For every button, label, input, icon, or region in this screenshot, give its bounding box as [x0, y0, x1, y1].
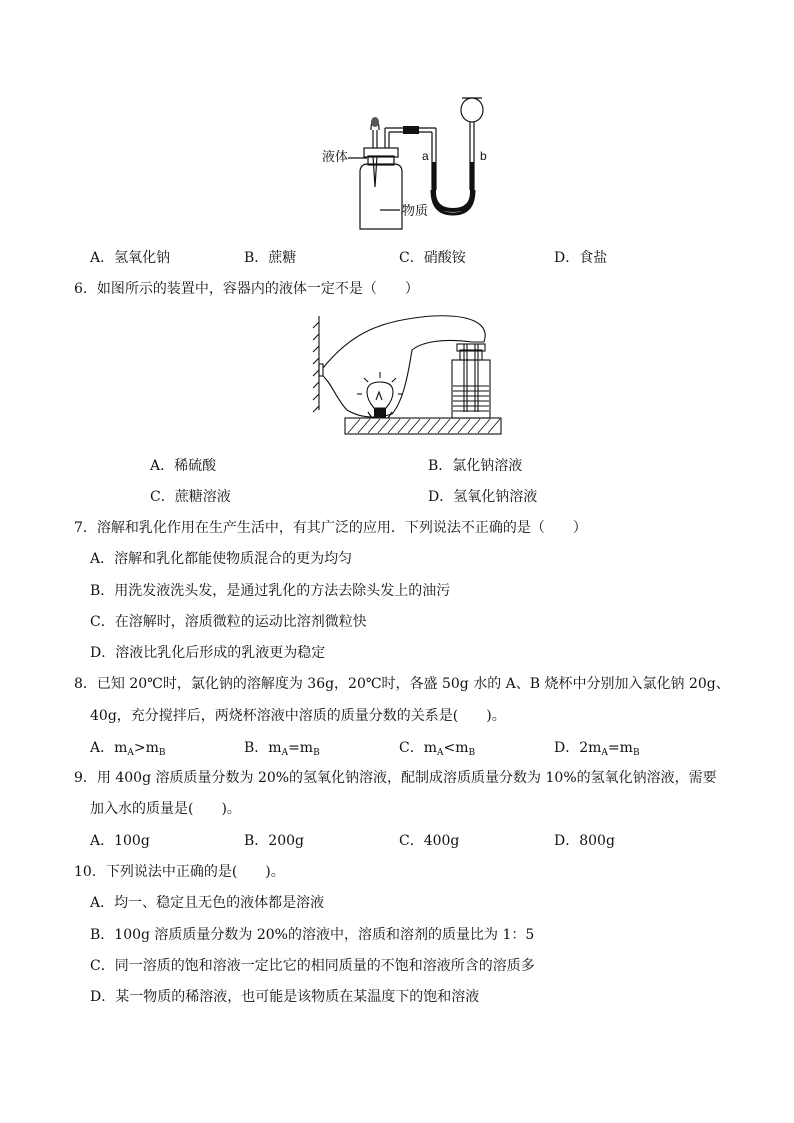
q8-stem-line1: 8．已知 20℃时，氯化钠的溶解度为 36g，20℃时，各盛 50g 水的 A、B 烧杯中分别加入氯化钠 20g、 [74, 676, 730, 692]
label-b: b [480, 149, 487, 163]
label-substance: 物质 [402, 203, 429, 218]
q6-option-c: C．蔗糖溶液 [150, 489, 231, 505]
q10-option-a: A．均一、稳定且无色的液体都是溶液 [90, 895, 325, 911]
q8-option-a: A．$m_A>m_B$ [90, 740, 166, 758]
q7-stem: 7．溶解和乳化作用在生产生活中，有其广泛的应用．下列说法不正确的是（ ） [74, 520, 587, 536]
q9-option-c: C．400g [399, 833, 460, 849]
q7-option-c: C．在溶解时，溶质微粒的运动比溶剂微粒快 [90, 614, 367, 630]
q9-option-a: A．100g [90, 833, 150, 849]
q9-option-b: B．200g [244, 833, 304, 849]
q7-option-a: A．溶解和乳化都能使物质混合的更为均匀 [90, 551, 353, 567]
q5-option-d: D．食盐 [554, 250, 608, 266]
q8-option-c: C．$m_A<m_B$ [399, 740, 476, 758]
q5-option-a: A．氢氧化钠 [90, 250, 171, 266]
q5-option-b: B．蔗糖 [244, 250, 297, 266]
q7-option-b: B．用洗发液洗头发，是通过乳化的方法去除头发上的油污 [90, 583, 451, 599]
q9-stem-line1: 9．用 400g 溶质质量分数为 20%的氢氧化钠溶液，配制成溶质质量分数为 10%的氢氧化钠溶液，需要 [74, 770, 717, 786]
balloon-lamp-apparatus-figure [312, 312, 504, 438]
q6-option-a: A．稀硫酸 [150, 458, 217, 474]
q7-option-d: D．溶液比乳化后形成的乳液更为稳定 [90, 645, 326, 661]
q5-option-c: C．硝酸铵 [399, 250, 466, 266]
q6-stem: 6．如图所示的装置中，容器内的液体一定不是（ ） [74, 281, 419, 297]
q10-option-b: B．100g 溶质质量分数为 20%的溶液中，溶质和溶剂的质量比为 1：5 [90, 927, 535, 943]
label-liquid: 液体 [322, 149, 349, 164]
q6-option-b: B．氯化钠溶液 [428, 458, 523, 474]
q8-option-b: B．$m_A=m_B$ [244, 740, 320, 758]
q10-option-d: D．某一物质的稀溶液，也可能是该物质在某温度下的饱和溶液 [90, 989, 480, 1005]
q10-stem: 10．下列说法中正确的是( )。 [74, 864, 285, 880]
q8-stem-line2: 40g，充分搅拌后，两烧杯溶液中溶质的质量分数的关系是( )。 [90, 708, 506, 724]
q6-option-d: D．氢氧化钠溶液 [428, 489, 538, 505]
q9-stem-line2: 加入水的质量是( )。 [90, 801, 241, 817]
q10-option-c: C．同一溶质的饱和溶液一定比它的相同质量的不饱和溶液所含的溶质多 [90, 958, 535, 974]
label-a: a [422, 149, 429, 163]
q8-option-d: D．$2m_A=m_B$ [554, 740, 640, 758]
q9-option-d: D．800g [554, 833, 615, 849]
u-tube-apparatus-figure [318, 92, 498, 234]
